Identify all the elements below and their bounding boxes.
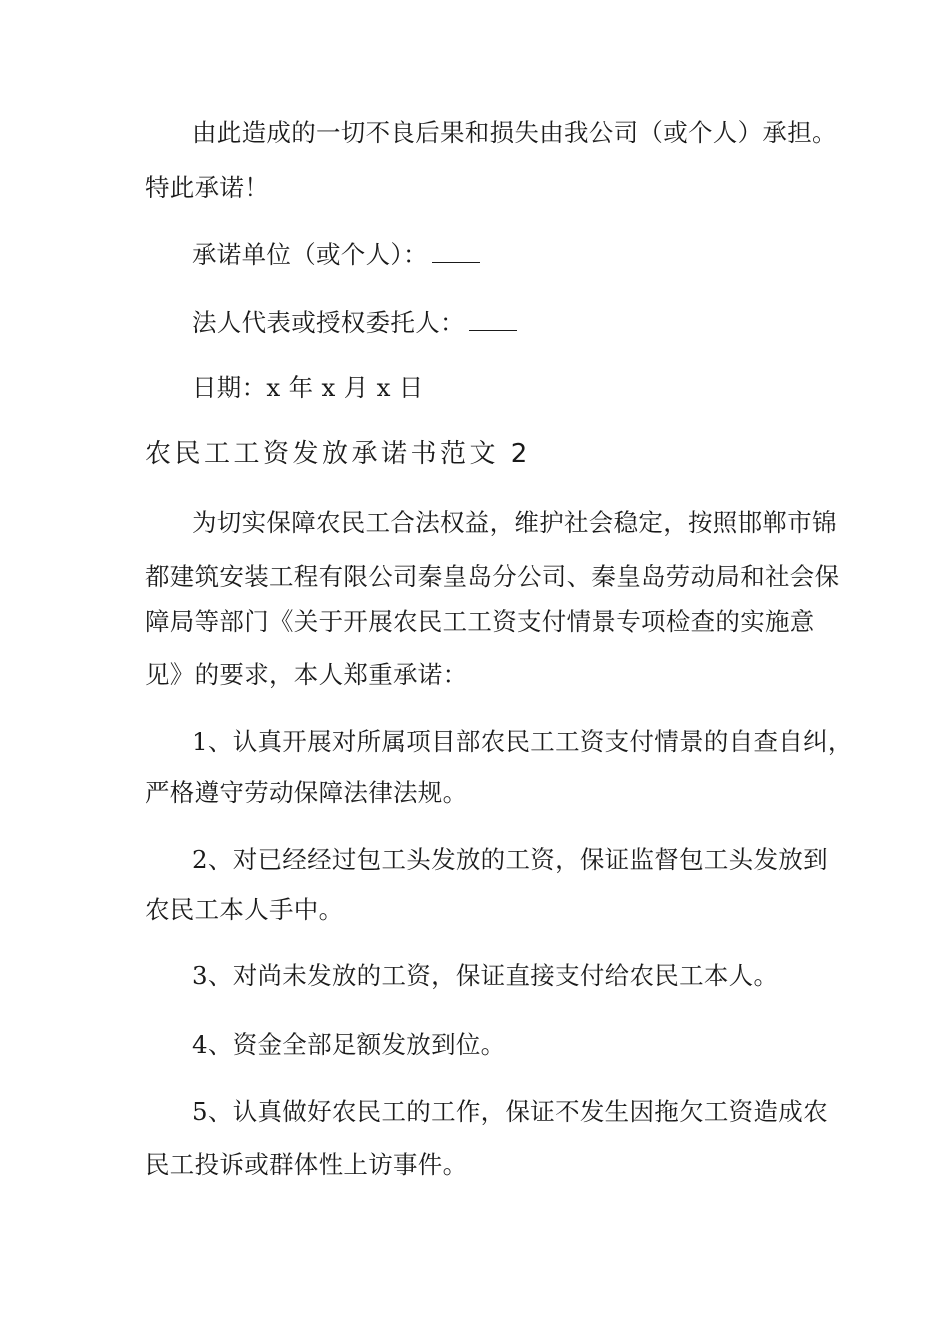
intro-line-2: 特此承诺！ [145, 173, 269, 202]
item-4-line-1: 4、资金全部足额发放到位。 [192, 1030, 506, 1059]
signature-unit-label: 承诺单位（或个人）： [192, 240, 428, 269]
paragraph-line-2: 都建筑安装工程有限公司秦皇岛分公司、秦皇岛劳动局和社会保 [145, 562, 840, 591]
intro-line-1: 由此造成的一切不良后果和损失由我公司（或个人）承担。 [192, 118, 837, 147]
signature-representative-label: 法人代表或授权委托人： [192, 308, 465, 337]
signature-representative-blank [469, 308, 517, 331]
signature-date: 日期：x 年 x 月 x 日 [192, 373, 424, 402]
signature-representative [192, 308, 517, 338]
item-5-line-2: 民工投诉或群体性上访事件。 [145, 1150, 468, 1179]
paragraph-line-1: 为切实保障农民工合法权益，维护社会稳定，按照邯郸市锦 [192, 508, 837, 537]
item-5-line-1: 5、认真做好农民工的工作，保证不发生因拖欠工资造成农 [192, 1097, 828, 1126]
signature-unit-blank [432, 240, 480, 263]
signature-unit [192, 240, 480, 270]
paragraph-line-3: 障局等部门《关于开展农民工工资支付情景专项检查的实施意 [145, 607, 815, 636]
item-1-line-2: 严格遵守劳动保障法律法规。 [145, 778, 468, 807]
paragraph-line-4: 见》的要求，本人郑重承诺： [145, 660, 468, 689]
item-1-line-1: 1、认真开展对所属项目部农民工工资支付情景的自查自纠， [192, 727, 853, 756]
item-2-line-2: 农民工本人手中。 [145, 895, 344, 924]
item-3-line-1: 3、对尚未发放的工资，保证直接支付给农民工本人。 [192, 961, 779, 990]
item-2-line-1: 2、对已经经过包工头发放的工资，保证监督包工头发放到 [192, 845, 828, 874]
section-title: 农民工工资发放承诺书范文 2 [145, 439, 531, 469]
